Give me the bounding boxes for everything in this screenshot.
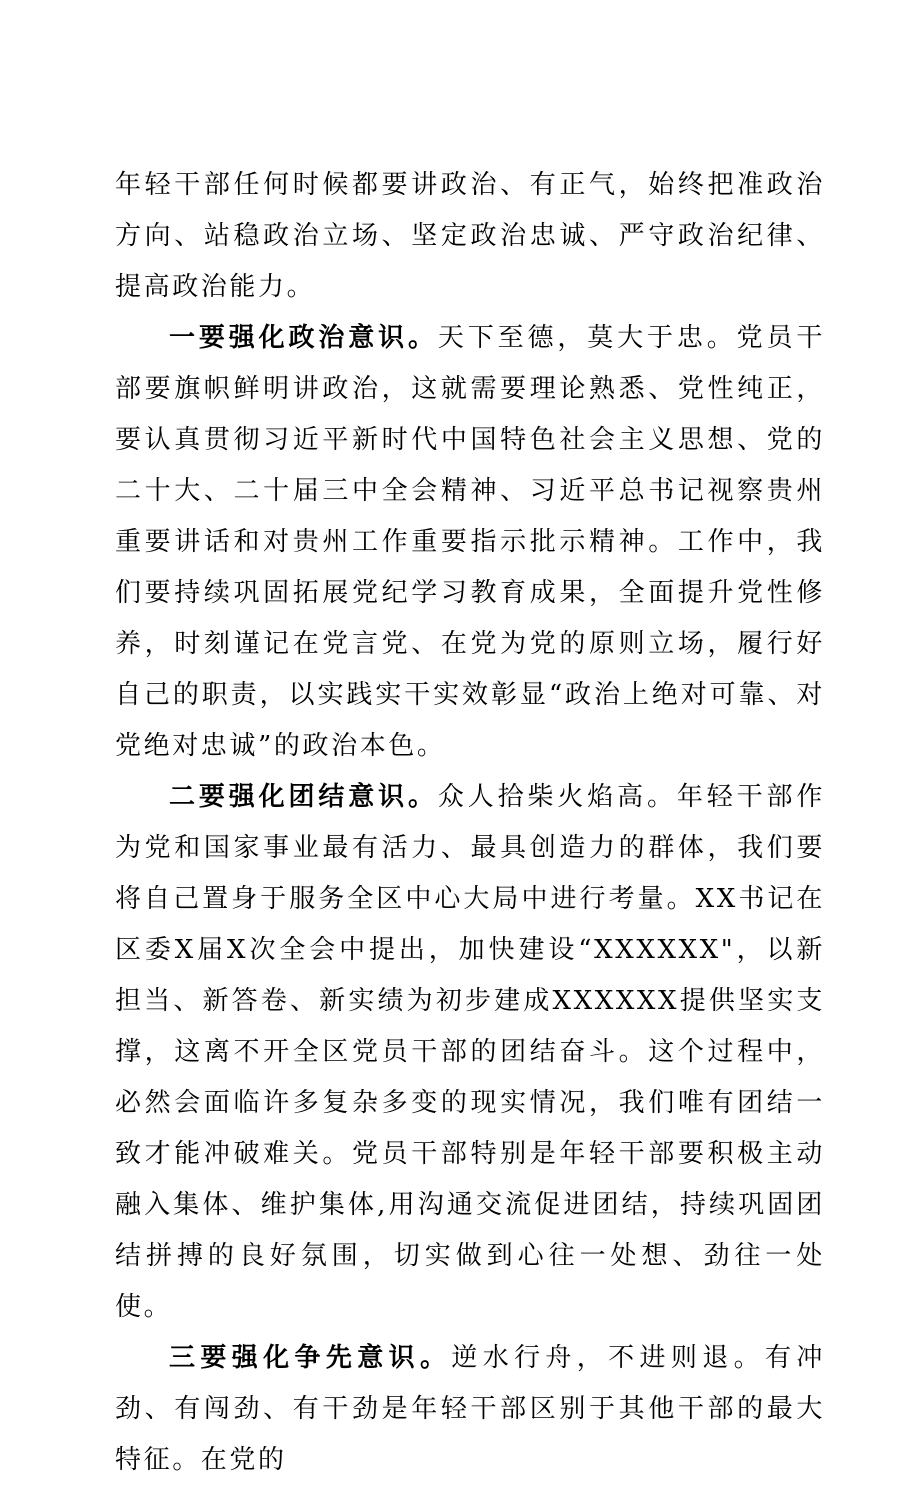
- paragraph-unity-awareness-text: 众人拾柴火焰高。年轻干部作为党和国家事业最有活力、最具创造力的群体，我们要将自己置身于服务全区中心大局中进行考量。XX书记在区委X届X次全会中提出，加快建设“XXXXXX"，以新担当、新答卷、新实绩为初步建成XXXXXX提供坚实支撑，这离不开全区党员干部的团结奋斗。这个过程中，必然会面临许多复杂多变的现实情况，我们唯有团结一致才能冲破难关。党员干部特别是年轻干部要积极主动融入集体、维护集体,用沟通交流促进团结，持续巩固团结拼搏的良好氛围，切实做到心往一处想、劲往一处使。: [115, 782, 825, 1322]
- heading-political-awareness: 一要强化政治意识。: [169, 323, 438, 353]
- paragraph-political-awareness-text: 天下至德，莫大于忠。党员干部要旗帜鲜明讲政治，这就需要理论熟悉、党性纯正，要认真贯彻习近平新时代中国特色社会主义思想、党的二十大、二十届三中全会精神、习近平总书记视察贵州重要讲话和对贵州工作重要指示批示精神。工作中，我们要持续巩固拓展党纪学习教育成果，全面提升党性修养，时刻谨记在党言党、在党为党的原则立场，履行好自己的职责，以实践实干实效彰显“政治上绝对可靠、对党绝对忠诚”的政治本色。: [115, 323, 825, 761]
- paragraph-political-awareness: [115, 313, 825, 772]
- heading-unity-awareness: 二要强化团结意识。: [169, 782, 438, 812]
- paragraph-intro-text: 年轻干部任何时候都要讲政治、有正气，始终把准政治方向、站稳政治立场、坚定政治忠诚、严守政治纪律、提高政治能力。: [115, 170, 825, 302]
- heading-striving-awareness: 三要强化争先意识。: [169, 1343, 452, 1373]
- paragraph-striving-awareness: [115, 1333, 825, 1486]
- paragraph-unity-awareness: [115, 772, 825, 1333]
- document-body: [115, 160, 825, 1486]
- paragraph-striving-awareness-text: 逆水行舟，不进则退。有冲劲、有闯劲、有干劲是年轻干部区别于其他干部的最大特征。在党的: [115, 1343, 825, 1475]
- paragraph-intro: [115, 160, 825, 313]
